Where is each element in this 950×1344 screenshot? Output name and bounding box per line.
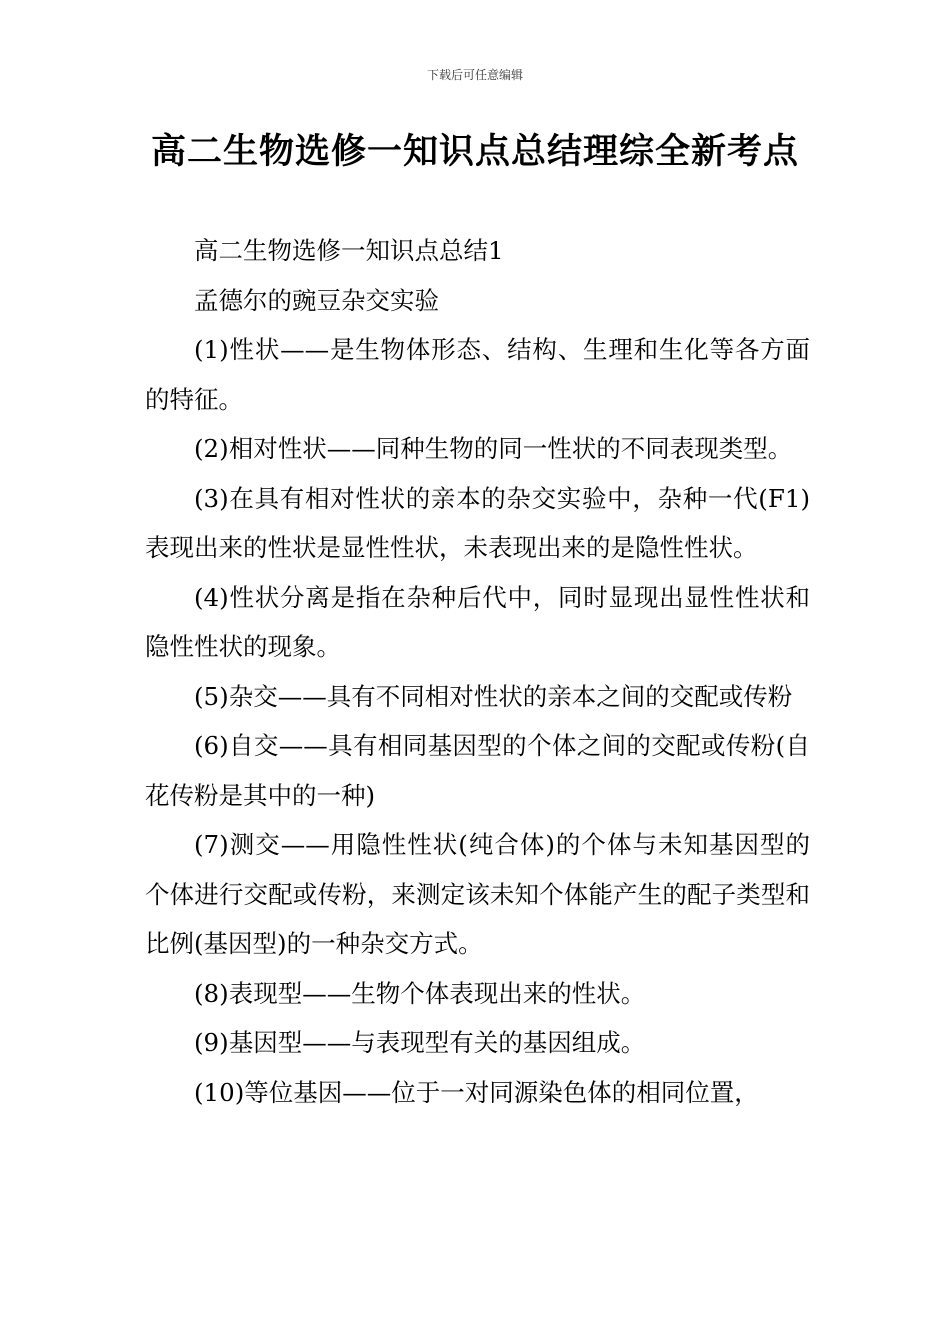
paragraph: (10)等位基因——位于一对同源染色体的相同位置，	[194, 1077, 759, 1107]
header-note: 下载后可任意编辑	[426, 68, 523, 82]
document-body	[145, 226, 810, 1117]
page-title: 高二生物选修一知识点总结理综全新考点	[150, 132, 799, 172]
paragraph: (8)表现型——生物个体表现出来的性状。	[194, 978, 646, 1008]
paragraph: (4)性状分离是指在杂种后代中，同时显现出显性性状和隐性性状的现象。	[145, 582, 810, 661]
paragraph: (2)相对性状——同种生物的同一性状的不同表现类型。	[194, 434, 793, 463]
paragraph: (6)自交——具有相同基因型的个体之间的交配或传粉(自花传粉是其中的一种)	[145, 731, 810, 810]
paragraph: (1)性状——是生物体形态、结构、生理和生化等各方面的特征。	[145, 335, 810, 414]
paragraph: (3)在具有相对性状的亲本的杂交实验中，杂种一代(F1)表现出来的性状是显性性状，未表现出来的是隐性性状。	[145, 483, 810, 562]
paragraph: 高二生物选修一知识点总结1	[194, 236, 504, 265]
paragraph: 孟德尔的豌豆杂交实验	[194, 285, 439, 315]
paragraph: (9)基因型——与表现型有关的基因组成。	[194, 1028, 646, 1057]
paragraph: (7)测交——用隐性性状(纯合体)的个体与未知基因型的个体进行交配或传粉，来测定该未知个体能产生的配子类型和比例(基因型)的一种杂交方式。	[145, 830, 810, 958]
paragraph: (5)杂交——具有不同相对性状的亲本之间的交配或传粉	[194, 681, 793, 711]
